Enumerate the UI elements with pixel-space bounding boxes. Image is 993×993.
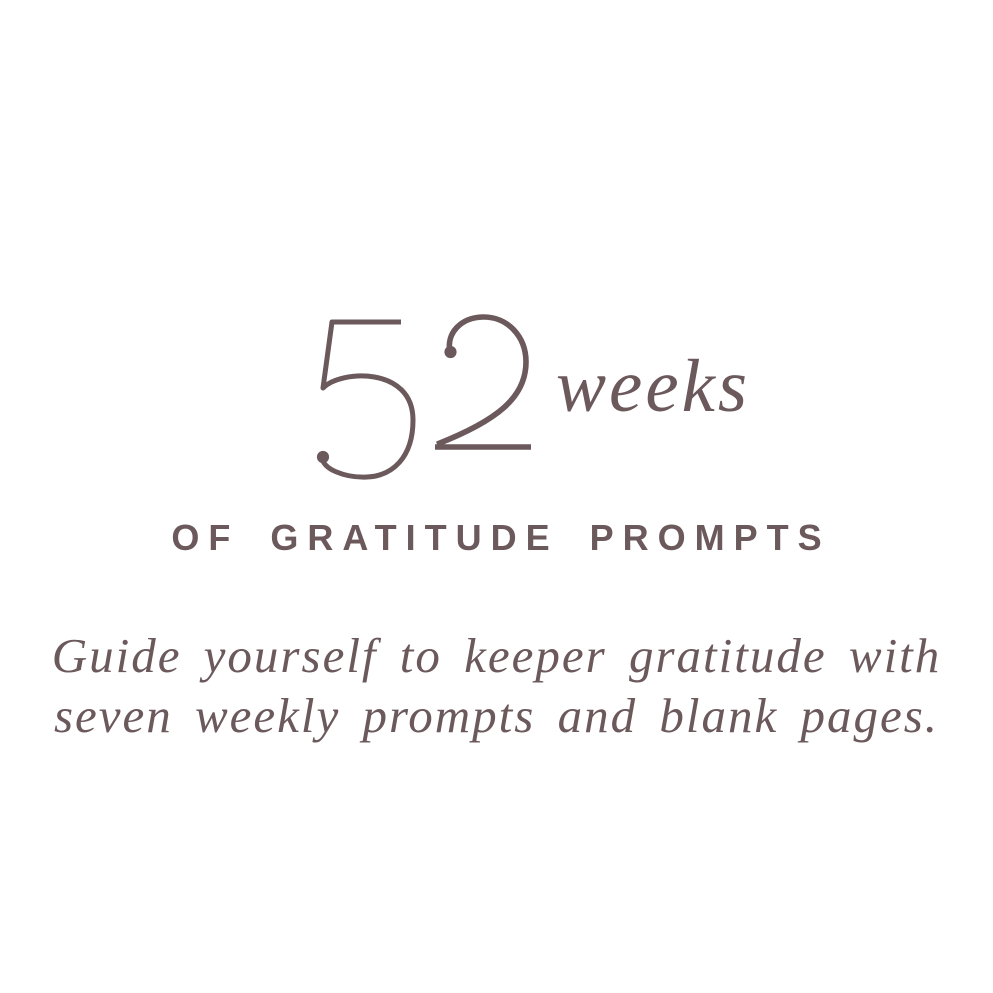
number-52-graphic <box>300 310 545 490</box>
description-line-1: Guide yourself to keeper gratitude with <box>51 628 942 683</box>
ball-terminal-5 <box>317 451 328 462</box>
ball-terminal-2 <box>445 346 456 357</box>
digit-5-path <box>322 322 413 477</box>
subtitle: OF GRATITUDE PROMPTS <box>171 517 831 558</box>
weeks-label: weeks <box>556 345 751 428</box>
number-52-strokes <box>300 310 545 490</box>
description-line-2: seven weekly prompts and blank pages. <box>53 688 940 743</box>
description <box>0 626 993 746</box>
digit-2-path <box>435 317 531 447</box>
